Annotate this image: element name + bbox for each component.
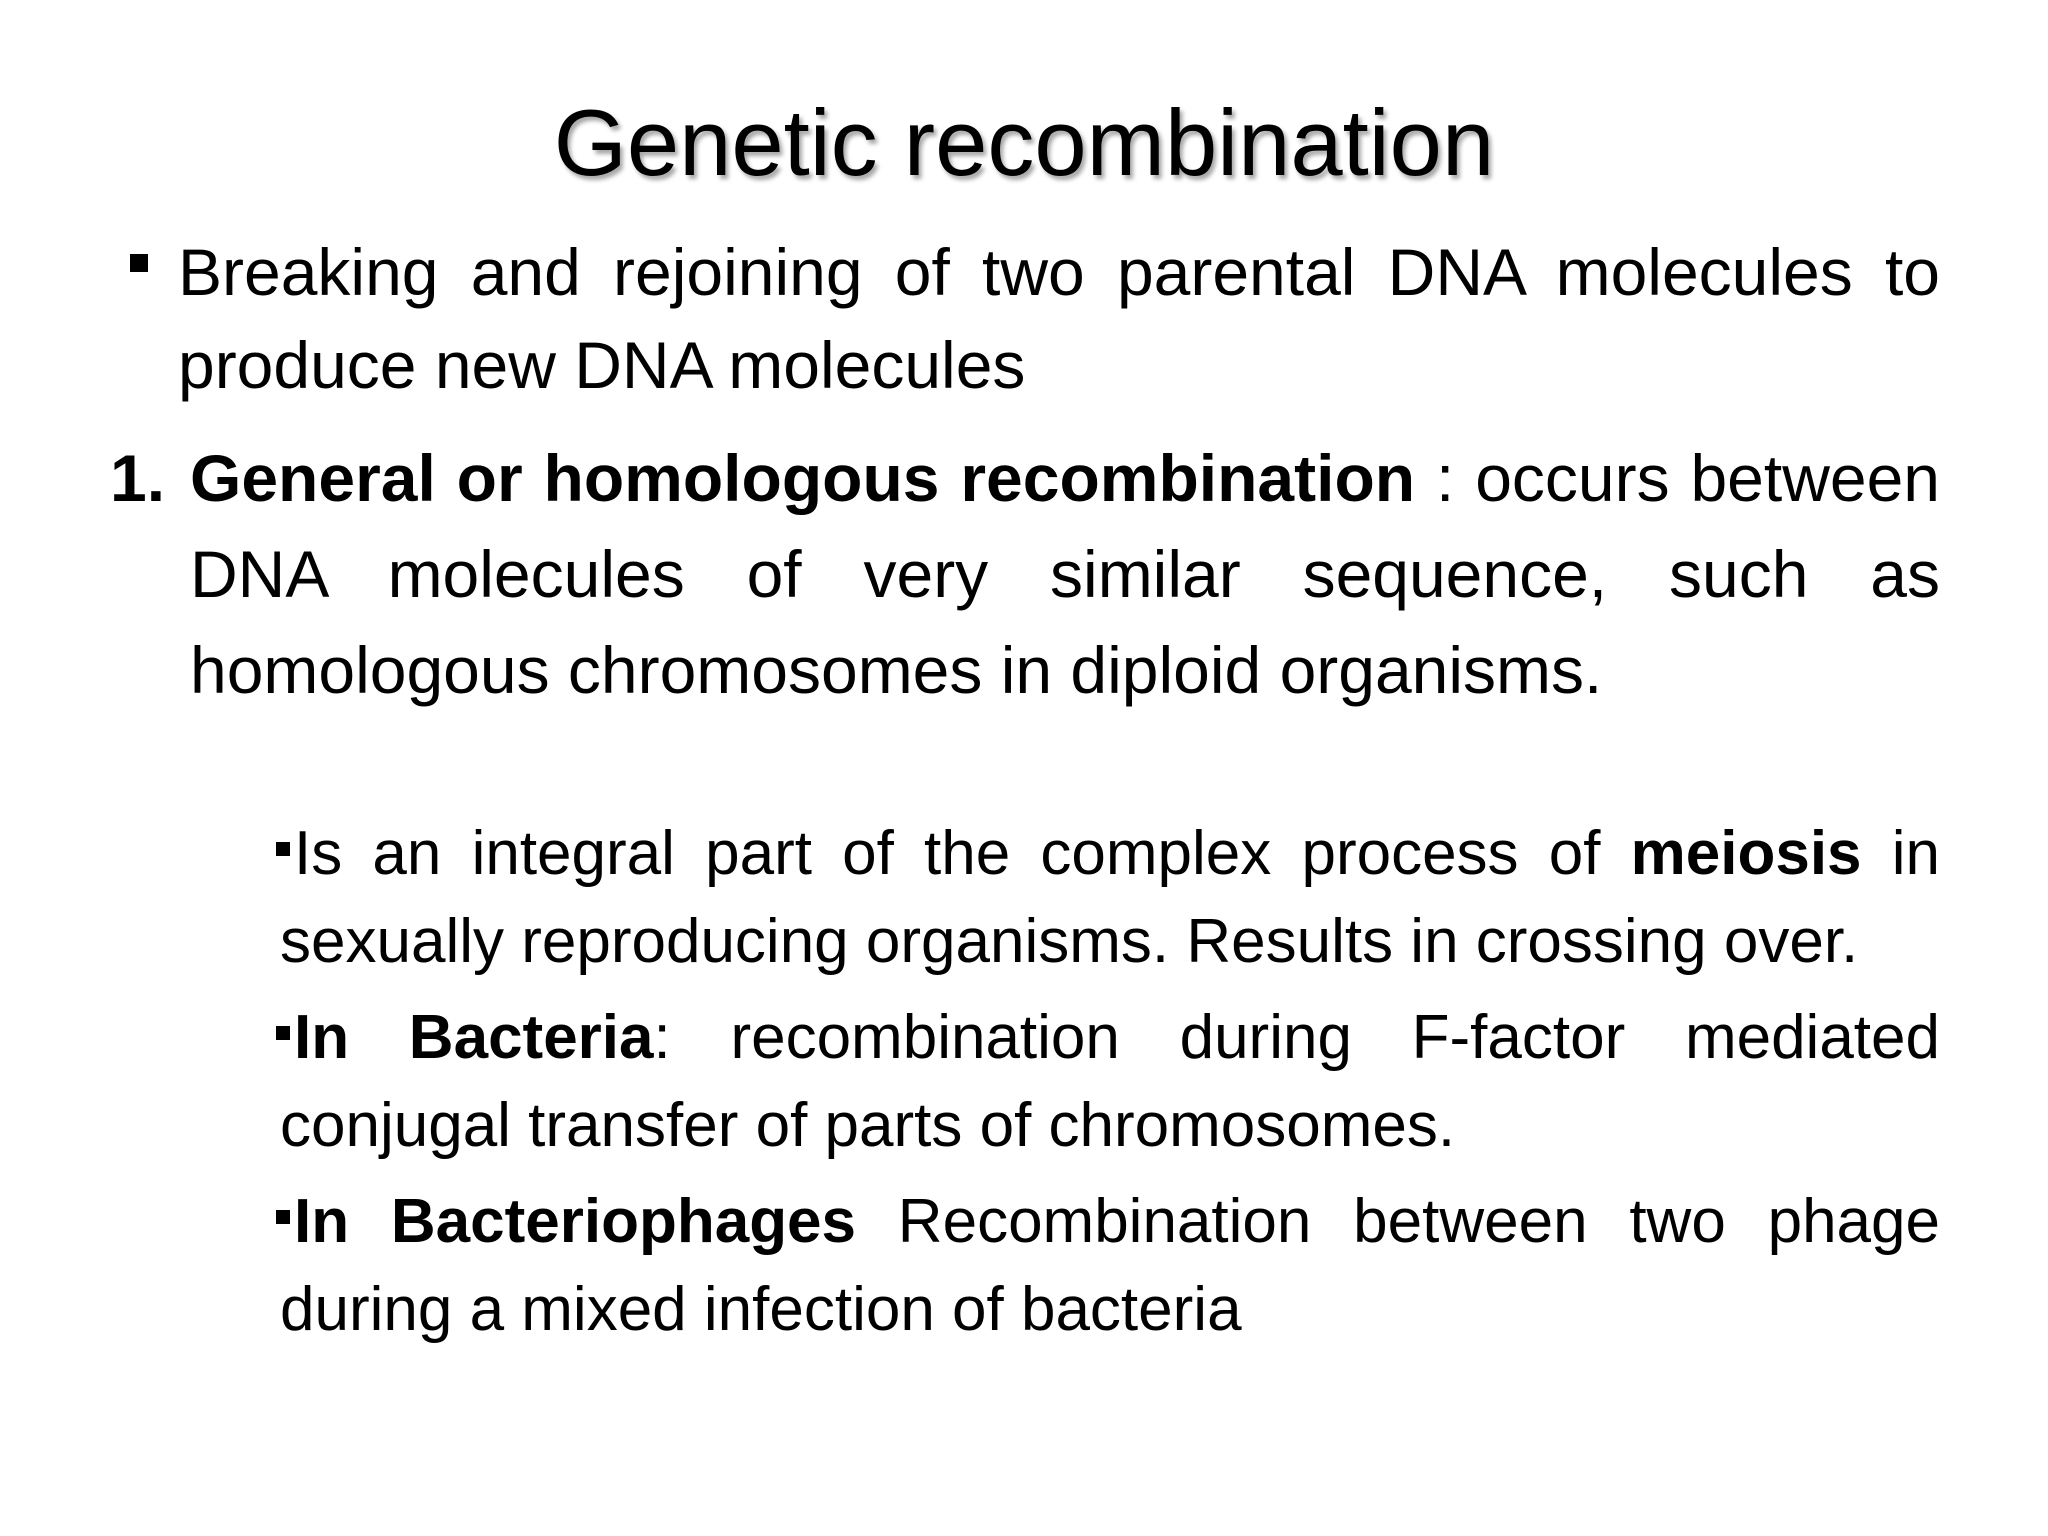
sub-bullet-post: in sexually reproducing organisms. Results in crossing over. xyxy=(280,819,1940,976)
sub-bullet-list xyxy=(270,810,1940,1354)
square-bullet-icon xyxy=(130,254,148,272)
square-bullet-icon xyxy=(276,1026,290,1040)
item-number: 1. xyxy=(110,441,166,515)
top-bullet-text: Breaking and rejoining of two parental DNA molecules to produce new DNA molecules xyxy=(178,235,1940,402)
sub-bullet-bold: In Bacteriophages xyxy=(294,1187,857,1256)
sub-bullet-bacteria xyxy=(270,994,1940,1170)
square-bullet-icon xyxy=(276,842,290,856)
item-rest-text: : occurs between DNA molecules of very similar sequence, such as homologous chromosomes in diploid organisms. xyxy=(190,441,1940,707)
square-bullet-icon xyxy=(276,1210,290,1224)
numbered-item-text xyxy=(190,430,1940,718)
sub-bullet-bacteriophages xyxy=(270,1178,1940,1354)
sub-bullet-bold: In Bacteria xyxy=(294,1003,654,1072)
sub-bullet-post: Recombination between two phage during a mixed infection of bacteria xyxy=(280,1187,1940,1344)
sub-bullet-pre: Is an integral part of the complex process of xyxy=(294,819,1631,888)
sub-bullet-bold: meiosis xyxy=(1630,819,1862,888)
slide-title: Genetic recombination xyxy=(553,90,1495,195)
item-bold-term: General or homologous recombination xyxy=(190,441,1416,515)
sub-bullet-post: : recombination during F-factor mediated conjugal transfer of parts of chromosomes. xyxy=(280,1003,1940,1160)
sub-bullet-meiosis xyxy=(270,810,1940,986)
